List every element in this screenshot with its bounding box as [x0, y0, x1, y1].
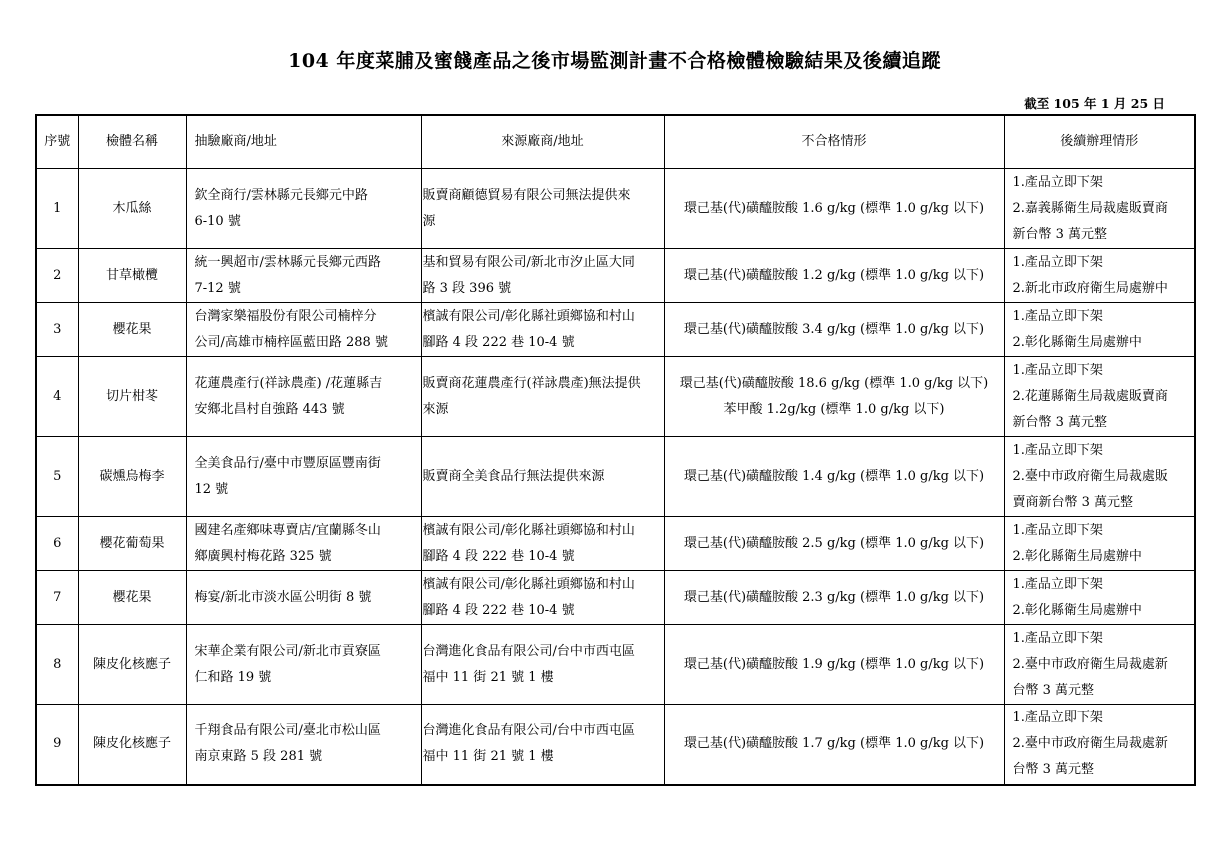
document-title: 104 年度菜脯及蜜餞產品之後市場監測計畫不合格檢體檢驗結果及後續追蹤 — [288, 50, 941, 72]
header-source-vendor: 來源廠商/地址 — [421, 115, 664, 169]
cell-source-vendor-line: 販賣商全美食品行無法提供來源 — [422, 468, 605, 484]
cell-source-vendor — [421, 625, 664, 705]
cell-sampling-vendor-line: 仁和路 19 號 — [194, 669, 272, 685]
cell-source-vendor-line: 福中 11 街 21 號 1 樓 — [422, 749, 554, 765]
cell-no: 1 — [36, 169, 78, 249]
cell-followup-line: 1.產品立即下架 — [1012, 308, 1103, 324]
cell-source-vendor — [421, 705, 664, 785]
cell-sampling-vendor-line: 南京東路 5 段 281 號 — [194, 749, 323, 765]
table-row — [36, 249, 1195, 303]
table-row — [36, 517, 1195, 571]
cell-followup — [1004, 357, 1195, 437]
cell-followup-line: 新台幣 3 萬元整 — [1012, 226, 1108, 242]
cell-source-vendor-line: 腳路 4 段 222 巷 10-4 號 — [422, 548, 575, 564]
cell-source-vendor — [421, 517, 664, 571]
cell-failure-line: 環己基(代)磺醯胺酸 2.3 g/kg (標準 1.0 g/kg 以下) — [683, 589, 985, 605]
cell-source-vendor — [421, 249, 664, 303]
cell-followup-line: 2.彰化縣衛生局處辦中 — [1012, 548, 1142, 564]
header-no: 序號 — [36, 115, 78, 169]
cell-failure-line: 環己基(代)磺醯胺酸 1.6 g/kg (標準 1.0 g/kg 以下) — [683, 200, 985, 216]
cell-sampling-vendor-line: 6-10 號 — [194, 213, 241, 229]
cell-followup-line: 2.新北市政府衛生局處辦中 — [1012, 280, 1168, 296]
cell-sampling-vendor — [186, 303, 421, 357]
cell-sampling-vendor-line: 台灣家樂福股份有限公司楠梓分 — [194, 308, 377, 324]
cell-sampling-vendor — [186, 625, 421, 705]
cell-failure — [664, 625, 1004, 705]
cell-sampling-vendor — [186, 437, 421, 517]
cell-failure — [664, 437, 1004, 517]
cell-followup — [1004, 571, 1195, 625]
cell-sampling-vendor — [186, 169, 421, 249]
table-row — [36, 169, 1195, 249]
cell-failure-line: 環己基(代)磺醯胺酸 1.2 g/kg (標準 1.0 g/kg 以下) — [683, 267, 985, 283]
cell-followup — [1004, 437, 1195, 517]
cell-source-vendor-line: 源 — [422, 213, 436, 229]
cell-source-vendor-line: 販賣商花蓮農產行(祥詠農產)無法提供 — [422, 375, 641, 391]
cell-failure-line: 環己基(代)磺醯胺酸 2.5 g/kg (標準 1.0 g/kg 以下) — [683, 535, 985, 551]
cell-source-vendor-line: 檳誠有限公司/彰化縣社頭鄉協和村山 — [422, 522, 635, 538]
cell-followup-line: 1.產品立即下架 — [1012, 442, 1103, 458]
cell-sample-name: 甘草橄欖 — [78, 249, 186, 303]
cell-source-vendor-line: 檳誠有限公司/彰化縣社頭鄉協和村山 — [422, 308, 635, 324]
cell-source-vendor — [421, 571, 664, 625]
cell-sample-name: 櫻花葡萄果 — [78, 517, 186, 571]
cell-source-vendor — [421, 303, 664, 357]
cell-source-vendor-line: 台灣進化食品有限公司/台中市西屯區 — [422, 643, 635, 659]
cell-failure-line: 環己基(代)磺醯胺酸 18.6 g/kg (標準 1.0 g/kg 以下) — [679, 375, 989, 391]
cell-source-vendor-line: 檳誠有限公司/彰化縣社頭鄉協和村山 — [422, 576, 635, 592]
cell-sampling-vendor-line: 宋華企業有限公司/新北市貢寮區 — [194, 643, 381, 659]
cell-followup-line: 2.臺中市政府衛生局裁處販 — [1012, 468, 1168, 484]
cell-sampling-vendor-line: 7-12 號 — [194, 280, 241, 296]
cell-sampling-vendor-line: 公司/高雄市楠梓區藍田路 288 號 — [194, 334, 388, 350]
cell-followup-line: 1.產品立即下架 — [1012, 710, 1103, 726]
cell-sampling-vendor-line: 國建名產鄉味專賣店/宜蘭縣冬山 — [194, 522, 381, 538]
header-sample-name: 檢體名稱 — [78, 115, 186, 169]
cell-no: 2 — [36, 249, 78, 303]
cell-sampling-vendor-line: 安鄉北昌村自強路 443 號 — [194, 401, 345, 417]
cell-failure — [664, 249, 1004, 303]
cell-source-vendor-line: 基和貿易有限公司/新北市汐止區大同 — [422, 254, 635, 270]
cell-followup-line: 1.產品立即下架 — [1012, 254, 1103, 270]
cell-sampling-vendor — [186, 571, 421, 625]
cell-failure-line: 環己基(代)磺醯胺酸 1.9 g/kg (標準 1.0 g/kg 以下) — [683, 656, 985, 672]
table-row — [36, 437, 1195, 517]
cell-no: 6 — [36, 517, 78, 571]
header-failure: 不合格情形 — [664, 115, 1004, 169]
cell-followup-line: 2.花蓮縣衛生局裁處販賣商 — [1012, 388, 1168, 404]
cell-followup-line: 2.臺中市政府衛生局裁處新 — [1012, 736, 1168, 752]
cell-followup-line: 賣商新台幣 3 萬元整 — [1012, 494, 1134, 510]
cell-failure — [664, 303, 1004, 357]
cell-source-vendor-line: 來源 — [422, 401, 449, 417]
cell-sampling-vendor — [186, 357, 421, 437]
cell-sample-name: 櫻花果 — [78, 303, 186, 357]
cell-sample-name: 碳燻烏梅李 — [78, 437, 186, 517]
cell-followup-line: 1.產品立即下架 — [1012, 522, 1103, 538]
cell-failure — [664, 705, 1004, 785]
cell-sample-name: 陳皮化核應子 — [78, 625, 186, 705]
cell-followup — [1004, 169, 1195, 249]
cell-sampling-vendor — [186, 705, 421, 785]
cell-sampling-vendor-line: 千翔食品有限公司/臺北市松山區 — [194, 723, 381, 739]
table-header-row — [36, 115, 1195, 169]
cell-sampling-vendor — [186, 249, 421, 303]
cell-no: 5 — [36, 437, 78, 517]
cell-followup — [1004, 705, 1195, 785]
cell-source-vendor — [421, 357, 664, 437]
cell-sampling-vendor-line: 鄉廣興村梅花路 325 號 — [194, 548, 332, 564]
cell-followup-line: 1.產品立即下架 — [1012, 174, 1103, 190]
cell-failure-line: 環己基(代)磺醯胺酸 1.7 g/kg (標準 1.0 g/kg 以下) — [683, 736, 985, 752]
cell-source-vendor-line: 台灣進化食品有限公司/台中市西屯區 — [422, 723, 635, 739]
cell-sampling-vendor-line: 欽全商行/雲林縣元長鄉元中路 — [194, 187, 368, 203]
cell-followup-line: 新台幣 3 萬元整 — [1012, 414, 1108, 430]
table-row — [36, 303, 1195, 357]
cell-sample-name: 切片柑苳 — [78, 357, 186, 437]
cell-followup — [1004, 517, 1195, 571]
cell-sampling-vendor — [186, 517, 421, 571]
cell-followup — [1004, 303, 1195, 357]
cell-followup-line: 台幣 3 萬元整 — [1012, 762, 1095, 778]
cell-source-vendor-line: 路 3 段 396 號 — [422, 280, 512, 296]
header-followup: 後續辦理情形 — [1004, 115, 1195, 169]
cell-source-vendor — [421, 169, 664, 249]
cell-sample-name: 木瓜絲 — [78, 169, 186, 249]
cell-failure — [664, 517, 1004, 571]
table-row — [36, 357, 1195, 437]
cell-source-vendor-line: 腳路 4 段 222 巷 10-4 號 — [422, 602, 575, 618]
cell-no: 8 — [36, 625, 78, 705]
cell-failure-line: 環己基(代)磺醯胺酸 3.4 g/kg (標準 1.0 g/kg 以下) — [683, 321, 985, 337]
cell-sampling-vendor-line: 12 號 — [194, 481, 229, 497]
cell-no: 3 — [36, 303, 78, 357]
cell-followup-line: 台幣 3 萬元整 — [1012, 682, 1095, 698]
cell-failure-line: 環己基(代)磺醯胺酸 1.4 g/kg (標準 1.0 g/kg 以下) — [683, 468, 985, 484]
cell-no: 4 — [36, 357, 78, 437]
cell-no: 7 — [36, 571, 78, 625]
cell-sampling-vendor-line: 統一興超市/雲林縣元長鄉元西路 — [194, 254, 381, 270]
cell-sample-name: 陳皮化核應子 — [78, 705, 186, 785]
cell-followup-line: 1.產品立即下架 — [1012, 630, 1103, 646]
cell-source-vendor-line: 販賣商顧德貿易有限公司無法提供來 — [422, 187, 631, 203]
cell-source-vendor-line: 福中 11 街 21 號 1 樓 — [422, 669, 554, 685]
cell-followup-line: 1.產品立即下架 — [1012, 362, 1103, 378]
cell-followup-line: 1.產品立即下架 — [1012, 576, 1103, 592]
header-sampling-vendor: 抽驗廠商/地址 — [186, 115, 421, 169]
table-row — [36, 571, 1195, 625]
cell-followup-line: 2.嘉義縣衛生局裁處販賣商 — [1012, 200, 1168, 216]
cell-no: 9 — [36, 705, 78, 785]
table-row — [36, 705, 1195, 785]
table-body — [36, 169, 1195, 785]
as-of-date: 截至 105 年 1 月 25 日 — [1024, 96, 1165, 111]
cell-followup-line: 2.彰化縣衛生局處辦中 — [1012, 602, 1142, 618]
cell-failure — [664, 169, 1004, 249]
cell-failure — [664, 357, 1004, 437]
cell-source-vendor — [421, 437, 664, 517]
cell-failure — [664, 571, 1004, 625]
cell-sampling-vendor-line: 花蓮農產行(祥詠農產) /花蓮縣吉 — [194, 375, 383, 391]
table-row — [36, 625, 1195, 705]
cell-followup-line: 2.臺中市政府衛生局裁處新 — [1012, 656, 1168, 672]
cell-sampling-vendor-line: 全美食品行/臺中市豐原區豐南街 — [194, 455, 381, 471]
cell-followup — [1004, 249, 1195, 303]
cell-followup-line: 2.彰化縣衛生局處辦中 — [1012, 334, 1142, 350]
cell-followup — [1004, 625, 1195, 705]
cell-sampling-vendor-line: 梅宴/新北市淡水區公明街 8 號 — [194, 589, 372, 605]
cell-failure-line: 苯甲酸 1.2g/kg (標準 1.0 g/kg 以下) — [723, 401, 945, 417]
cell-sample-name: 櫻花果 — [78, 571, 186, 625]
results-table — [35, 114, 1196, 786]
cell-source-vendor-line: 腳路 4 段 222 巷 10-4 號 — [422, 334, 575, 350]
